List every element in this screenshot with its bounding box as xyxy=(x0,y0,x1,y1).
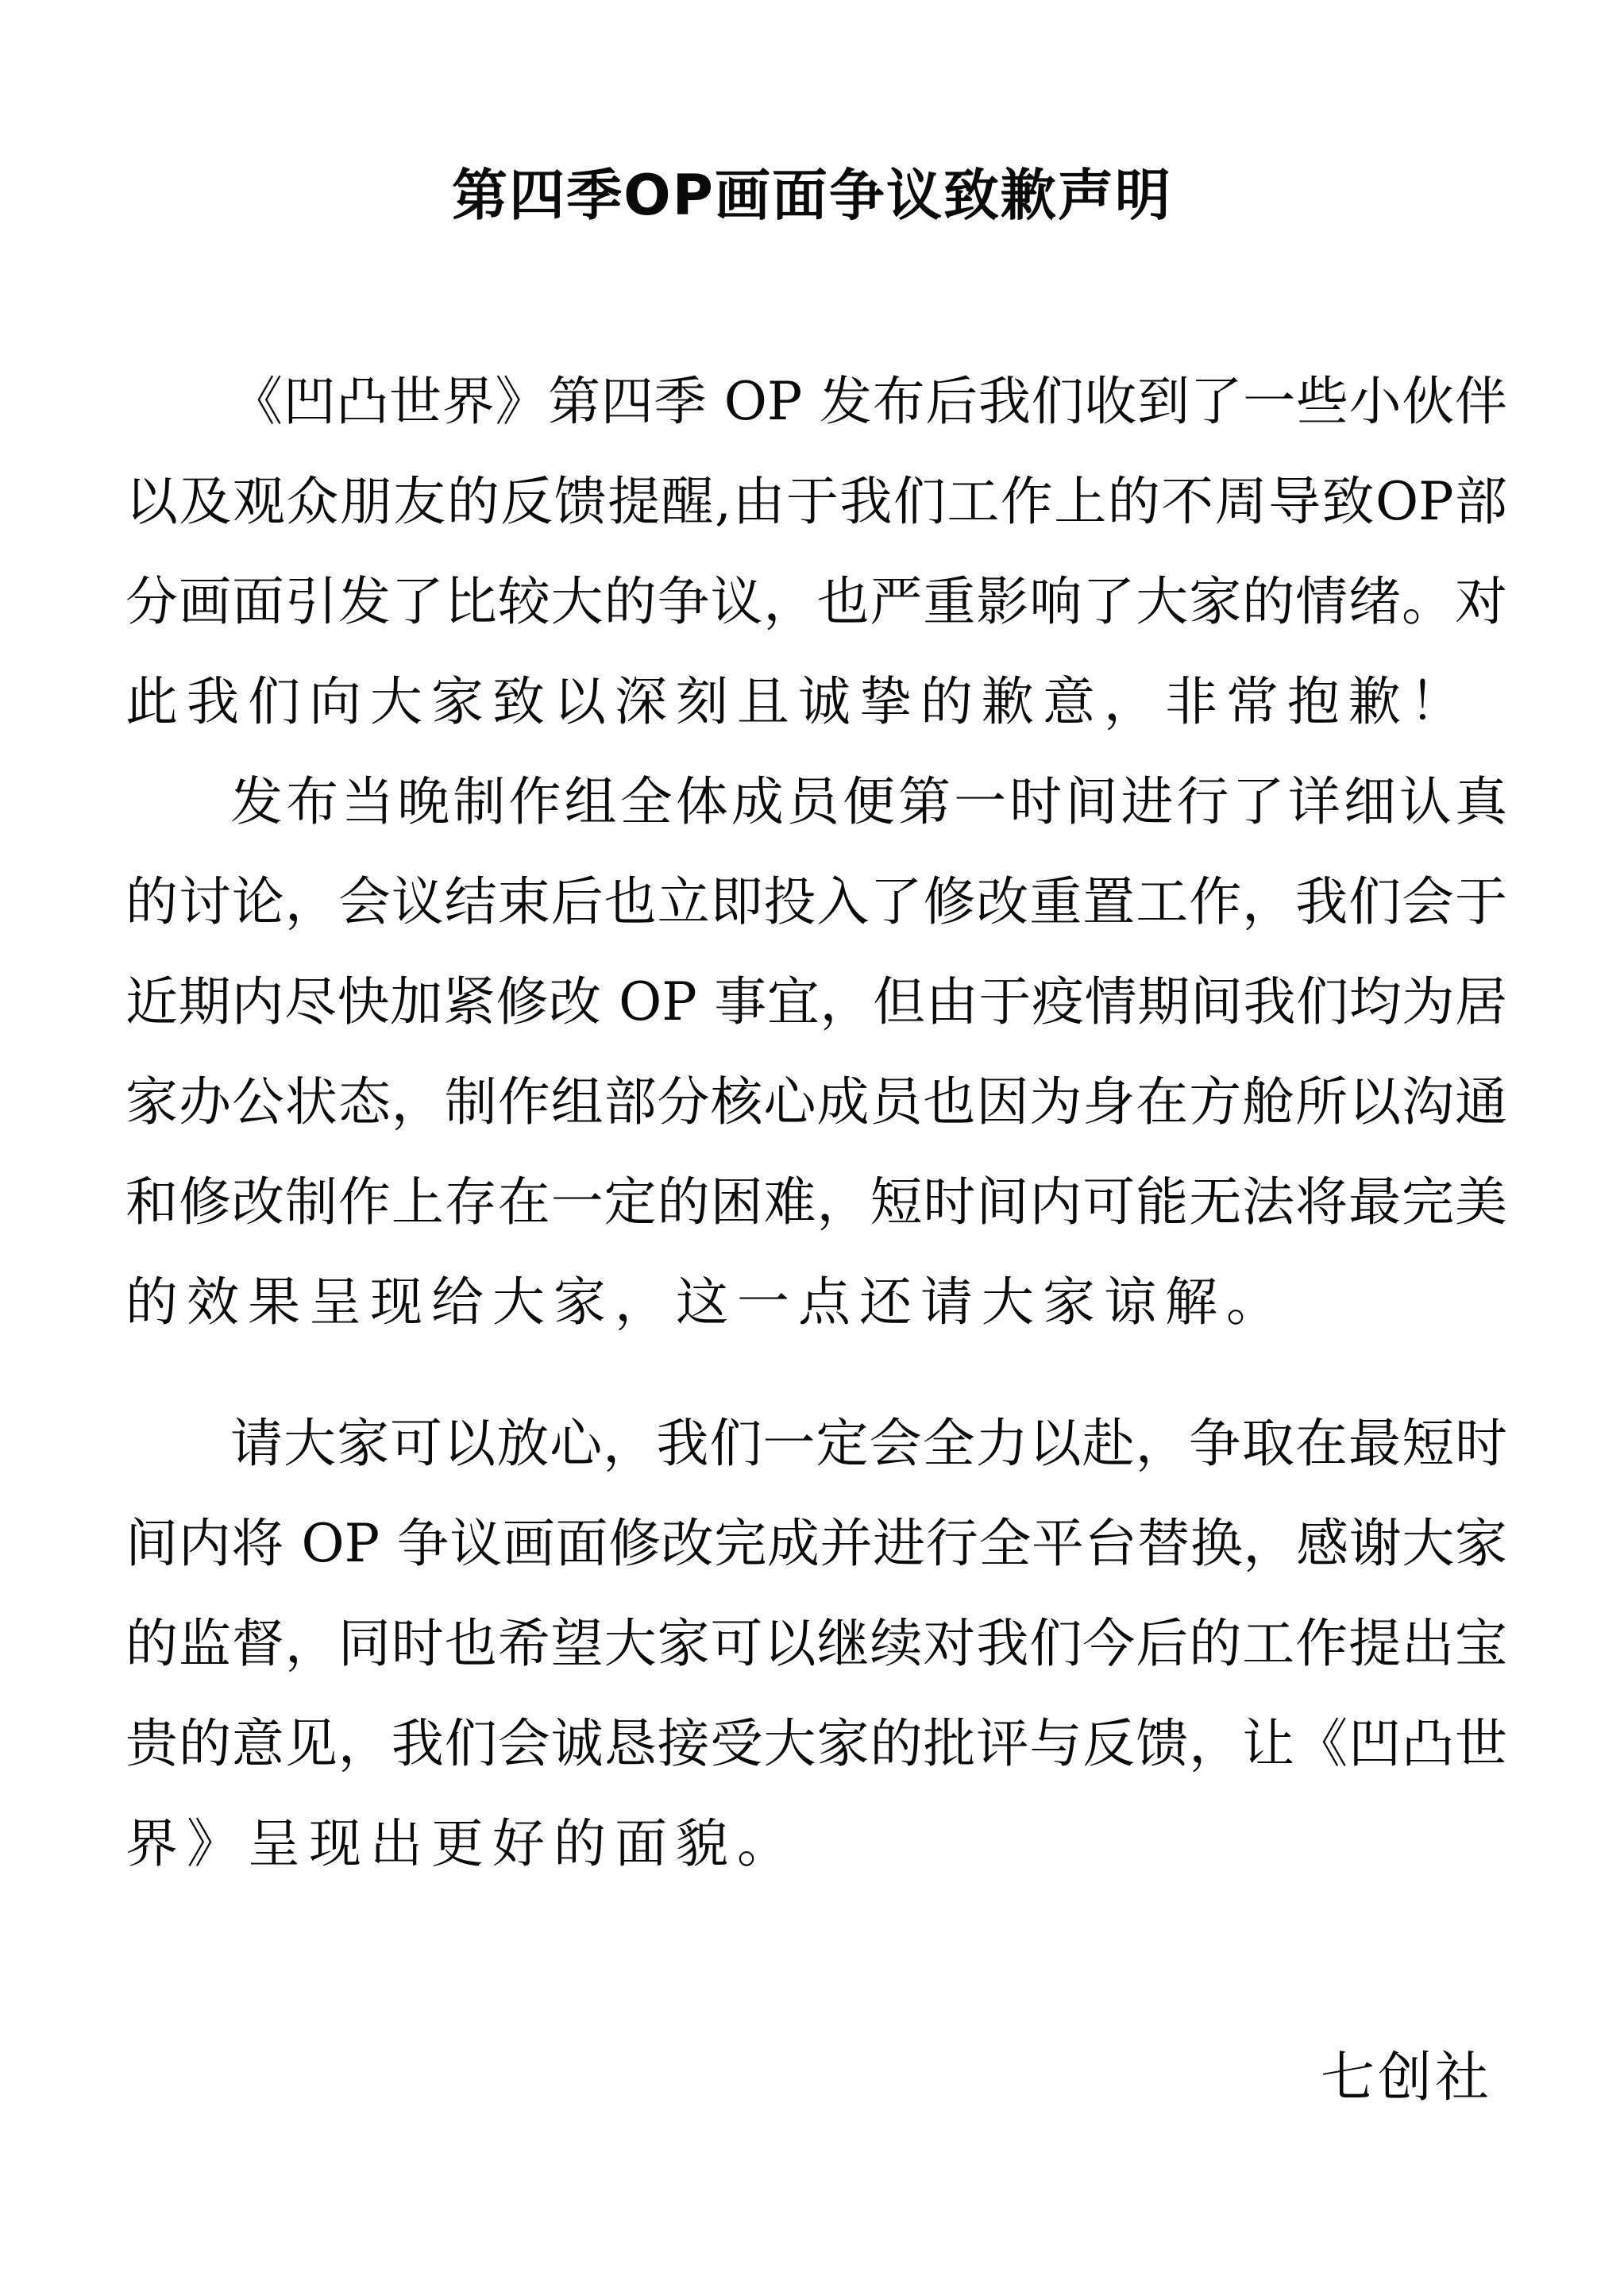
paragraph-line: 发布当晚制作组全体成员便第一时间进行了详细认真 xyxy=(230,771,1507,832)
paragraph-line: 间内将 OP 争议画面修改完成并进行全平台替换，感谢大家 xyxy=(125,1513,1507,1574)
paragraph-line: 的监督，同时也希望大家可以继续对我们今后的工作提出宝 xyxy=(125,1613,1507,1674)
paragraph-line: 家办公状态，制作组部分核心成员也因为身在方舱所以沟通 xyxy=(125,1071,1507,1132)
paragraph-line: 的效果呈现给大家，这一点还请大家谅解。 xyxy=(125,1271,1287,1333)
signature: 七创社 xyxy=(1320,2047,1492,2109)
paragraph-line: 界》呈现出更好的面貌。 xyxy=(125,1813,798,1874)
paragraph-line: 近期内尽快加紧修改 OP 事宜，但由于疫情期间我们均为居 xyxy=(125,971,1507,1032)
paragraph-line: 《凹凸世界》第四季 OP 发布后我们收到了一些小伙伴 xyxy=(230,371,1507,432)
paragraph-line: 请大家可以放心，我们一定会全力以赴，争取在最短时 xyxy=(230,1413,1507,1474)
paragraph-line: 分画面引发了比较大的争议，也严重影响了大家的情绪。对 xyxy=(125,571,1507,632)
document-title: 第四季OP画面争议致歉声明 xyxy=(452,163,1172,228)
paragraph-line: 以及观众朋友的反馈提醒,由于我们工作上的不周导致OP部 xyxy=(125,471,1507,532)
paragraph-line: 和修改制作上存在一定的困难，短时间内可能无法将最完美 xyxy=(125,1171,1507,1233)
paragraph-line: 此我们向大家致以深刻且诚挚的歉意，非常抱歉！ xyxy=(125,671,1471,732)
paragraph-line: 的讨论，会议结束后也立即投入了修改重置工作，我们会于 xyxy=(125,871,1507,932)
paragraph-line: 贵的意见，我们会诚恳接受大家的批评与反馈，让《凹凸世 xyxy=(125,1713,1507,1774)
